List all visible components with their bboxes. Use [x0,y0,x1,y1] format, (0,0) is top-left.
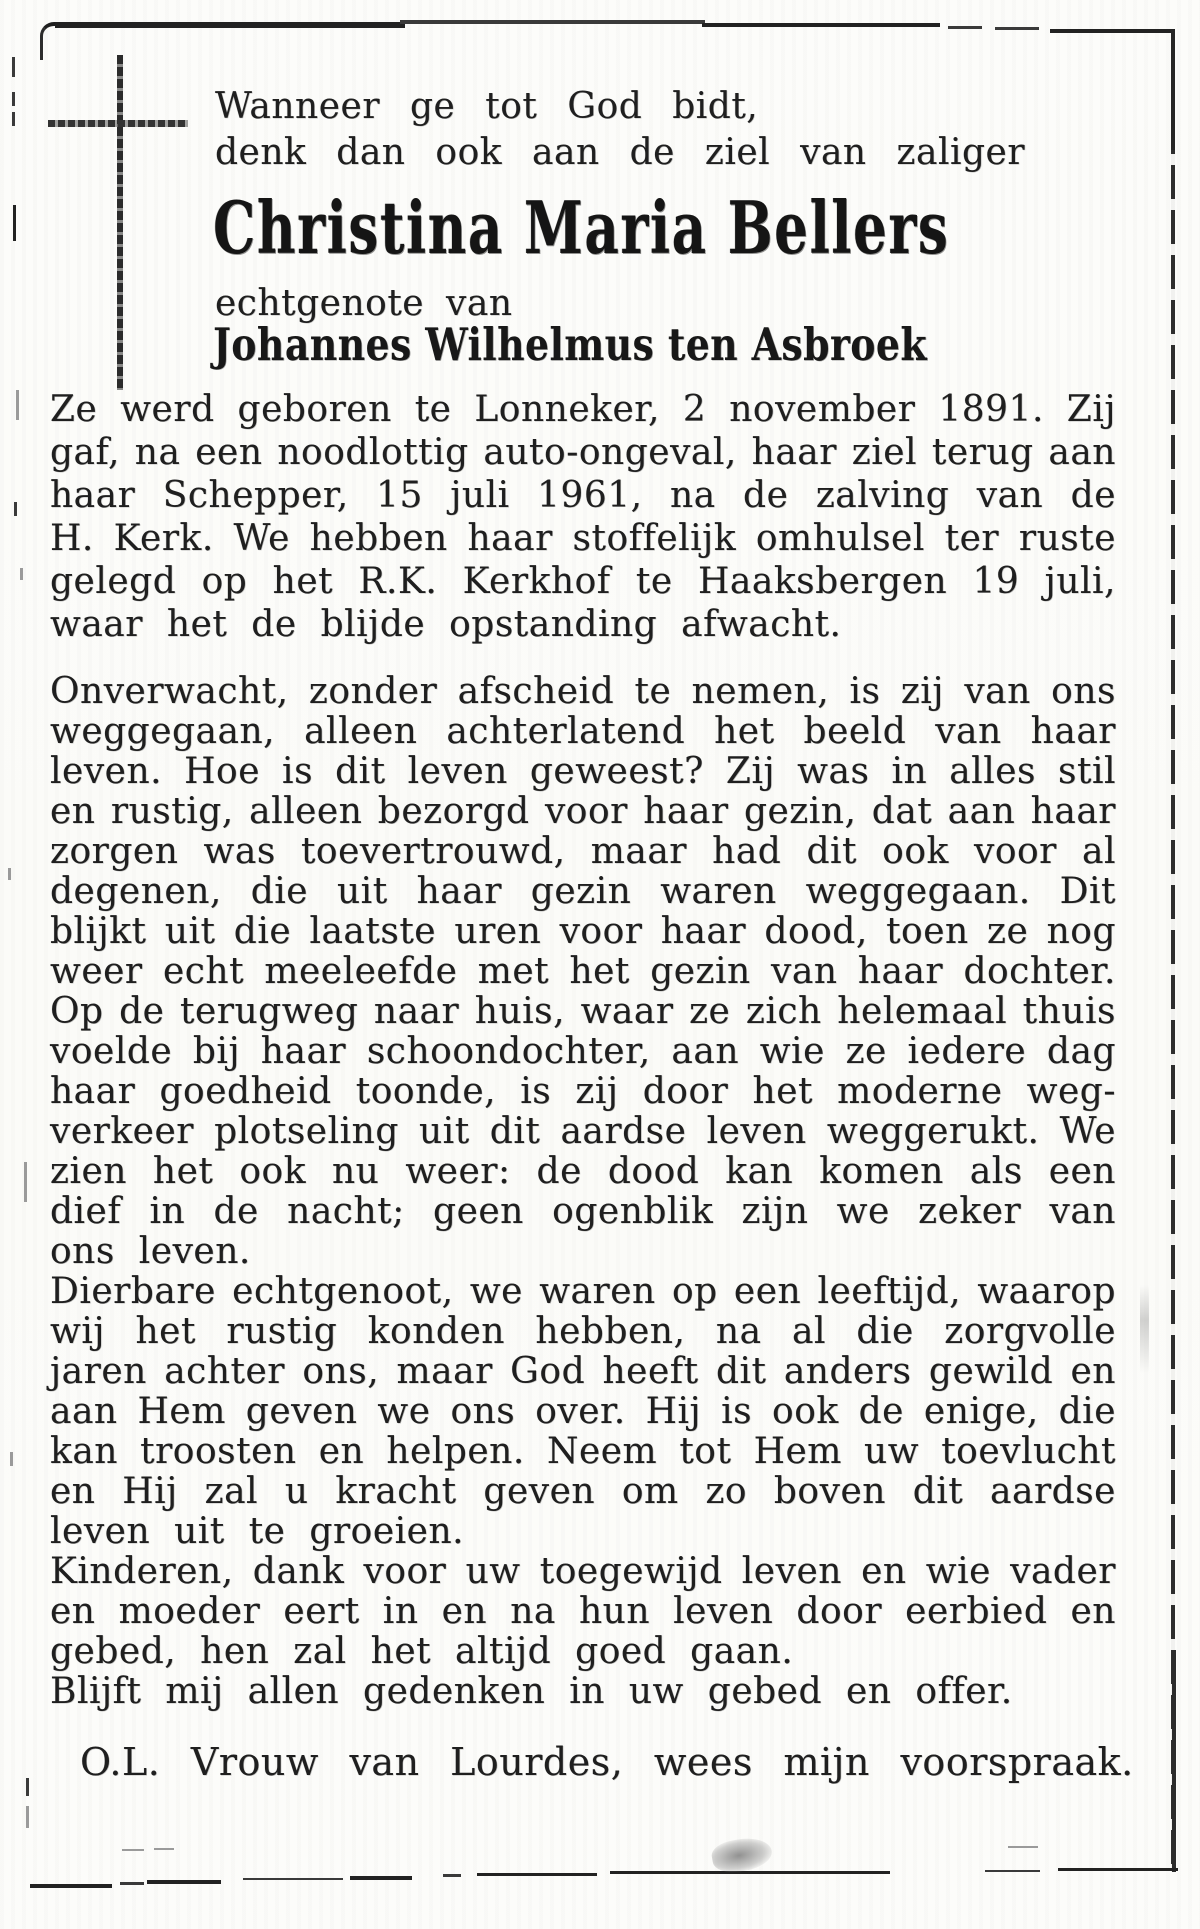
scan-border-left [10,1452,13,1466]
scan-border-top [948,26,982,29]
text-line: Onverwacht, zonder afscheid te nemen, is zij van ons [50,671,1116,712]
closing-prayer: O.L. Vrouw van Lourdes, wees mijn voorspraak. [80,1740,1134,1784]
deceased-name: Christina Maria Bellers [213,185,950,270]
text-line: H. Kerk. We hebben haar stoffelijk omhulsel ter ruste [50,518,1116,559]
scan-streak [1140,1285,1149,1373]
scan-border-left [20,568,23,580]
scan-border-bottom [243,1878,343,1880]
paragraph [50,1272,1116,1552]
scan-border-left [12,92,15,106]
scan-border-top [995,27,1039,30]
scan-border-left [8,868,11,880]
text-line: voelde bij haar schoondochter, aan wie ze iedere dag [50,1031,1116,1072]
scan-border-bottom [120,1882,144,1885]
scan-border-left [24,1162,27,1202]
paragraph [50,1552,1116,1672]
text-line: wij het rustig konden hebben, na al die zorgvolle [50,1311,1116,1352]
scan-border-left [14,502,17,516]
scan-border-right [1171,30,1175,1872]
text-line: Dierbare echtgenoot, we waren op een leeftijd, waarop [50,1271,1116,1312]
scan-border-top [55,22,405,28]
scan-border-right [1171,30,1175,150]
obituary-text [50,388,1116,1712]
text-line: Blijft mij allen gedenken in uw gebed en offer. [50,1671,1013,1712]
scan-speck [154,1848,174,1850]
relation-label: echtgenote van [215,283,513,324]
text-line: weer echt meeleefde met het gezin van haar dochter. [50,951,1116,992]
scan-border-left [12,57,15,77]
scan-border-bottom [350,1876,412,1880]
text-line: verkeer plotseling uit dit aardse leven weggerukt. We [50,1111,1116,1152]
text-line: zorgen was toevertrouwd, maar had dit ook voor al [50,831,1116,872]
paragraph [50,388,1116,646]
text-line: waar het de blijde opstanding afwacht. [50,604,842,645]
spouse-name: Johannes Wilhelmus ten Asbroek [213,318,928,371]
text-line: aan Hem geven we ons over. Hij is ook de enige, die [50,1391,1116,1432]
scan-border-top [1050,29,1175,33]
text-line: leven. Hoe is dit leven geweest? Zij was in alles stil [50,751,1116,792]
text-line: zien het ook nu weer: de dood kan komen als een [50,1151,1116,1192]
text-line: dief in de nacht; geen ogenblik zijn we zeker van [50,1191,1116,1232]
text-line: haar goedheid toonde, is zij door het moderne weg- [50,1071,1116,1112]
text-line: ons leven. [50,1231,251,1272]
text-line: Kinderen, dank voor uw toegewijd leven en wie vader [50,1551,1116,1592]
scan-speck [122,1849,144,1851]
scan-border-left [13,205,16,241]
text-line: blijkt uit die laatste uren voor haar dood, toen ze nog [50,911,1116,952]
text-line: leven uit te groeien. [50,1511,465,1552]
text-line: en moeder eert in en na hun leven door eerbied en [50,1591,1116,1632]
cross-icon-vertical [117,55,123,390]
scan-border-left [16,390,19,420]
scan-smudge [710,1834,775,1876]
text-line: degenen, die uit haar gezin waren weggegaan. Dit [50,871,1116,912]
intro-line-2: denk dan ook aan de ziel van zaliger [215,132,1026,173]
text-line: gaf, na een noodlottig auto-ongeval, haar ziel terug aan [50,432,1116,473]
paragraph [50,672,1116,1272]
text-line: Ze werd geboren te Lonneker, 2 november 1891. Zij [50,389,1116,430]
intro-line-1: Wanneer ge tot God bidt, [215,86,759,127]
text-line: gebed, hen zal het altijd goed gaan. [50,1631,794,1672]
scan-border-bottom [1058,1868,1178,1871]
scan-border-left [12,112,15,126]
scan-border-right [1172,1650,1176,1872]
cross-icon-horizontal [48,120,188,127]
text-line: gelegd op het R.K. Kerkhof te Haaksbergen 19 juli, [50,561,1116,602]
scan-border-bottom [610,1871,890,1874]
text-line: haar Schepper, 15 juli 1961, na de zalving van de [50,475,1116,516]
paragraph [50,1672,1116,1712]
text-line: en Hij zal u kracht geven om zo boven dit aardse [50,1471,1116,1512]
scan-border-bottom [30,1884,112,1888]
scan-border-top [400,20,705,24]
text-line: jaren achter ons, maar God heeft dit anders gewild en [50,1351,1116,1392]
scan-speck [1008,1846,1038,1848]
scan-border-bottom [147,1880,221,1884]
text-line: en rustig, alleen bezorgd voor haar gezin, dat aan haar [50,791,1116,832]
scan-border-bottom [985,1870,1040,1872]
scan-border-bottom [443,1874,461,1877]
text-line: weggegaan, alleen achterlatend het beeld van haar [50,711,1116,752]
text-line: Op de terugweg naar huis, waar ze zich helemaal thuis [50,991,1116,1032]
scan-border-bottom [477,1873,597,1876]
scan-border-top [702,23,940,27]
scan-border-left [26,1806,29,1828]
text-line: kan troosten en helpen. Neem tot Hem uw toevlucht [50,1431,1116,1472]
scan-border-left [26,1778,29,1796]
